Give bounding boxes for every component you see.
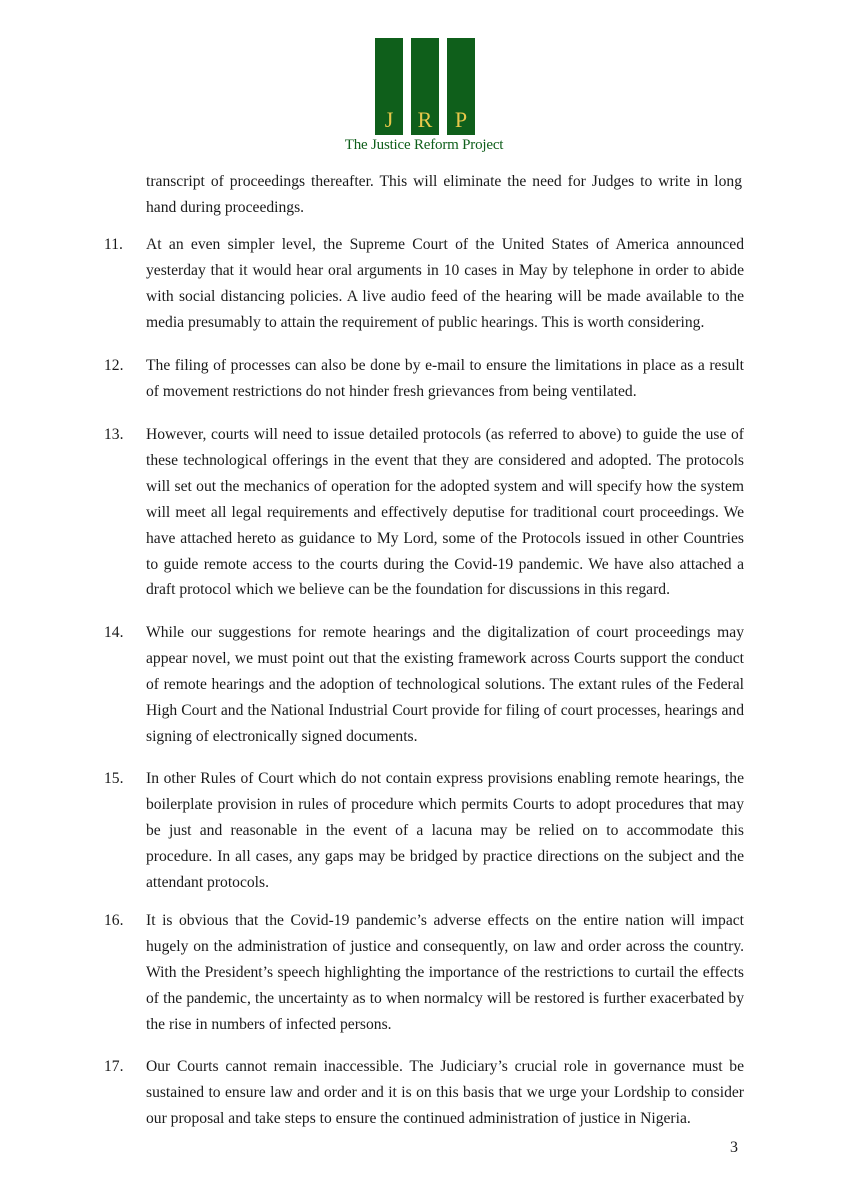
list-item-number: 11. xyxy=(104,236,123,253)
list-item-number: 12. xyxy=(104,357,124,374)
logo-letter-r: R xyxy=(417,107,433,132)
logo-letter-j: J xyxy=(384,107,394,132)
logo-caption: The Justice Reform Project xyxy=(344,137,504,153)
continuation-paragraph: transcript of proceedings thereafter. This will eliminate the need for Judges to write in long hand during proceedings. xyxy=(146,173,742,216)
list-item-text: In other Rules of Court which do not contain express provisions enabling remote hearings, the boilerplate provision in rules of procedure which permits Courts to adopt procedures that may be just and reasonable in the event of a lacuna may be relied on to accommodate this procedure. In all cases, any gaps may be bridged by practice directions on the subject and the attendant protocols. xyxy=(146,770,744,891)
list-item-text: While our suggestions for remote hearings and the digitalization of court proceedings may appear novel, we must point out that the existing framework across Courts support the conduct of remote hearings and the adoption of technological solutions. The extant rules of the Federal High Court and the National Industrial Court provide for filing of court processes, hearings and signing of electronically signed documents. xyxy=(146,624,744,745)
list-item-text: The filing of processes can also be done by e-mail to ensure the limitations in place as a result of movement restrictions do not hinder fresh grievances from being ventilated. xyxy=(146,357,744,400)
list-item-text: At an even simpler level, the Supreme Court of the United States of America announced yesterday that it would hear oral arguments in 10 cases in May by telephone in order to abide with social distancing policies. A live audio feed of the hearing will be made available to the media presumably to attain the requirement of public hearings. This is worth considering. xyxy=(146,236,744,331)
logo-bars xyxy=(375,38,475,135)
list-item-number: 17. xyxy=(104,1058,124,1075)
list-item-text: It is obvious that the Covid-19 pandemic’s adverse effects on the entire nation will impact hugely on the administration of justice and consequently, on law and order across the country. With the President’s speech highlighting the importance of the restrictions to curtail the effects of the pandemic, the uncertainty as to when normalcy will be restored is further exacerbated by the rise in numbers of infected persons. xyxy=(146,912,744,1033)
list-item-text: However, courts will need to issue detailed protocols (as referred to above) to guide the use of these technological offerings in the event that they are considered and adopted. The protocols will set out the mechanics of operation for the adopted system and will specify how the system will meet all legal requirements and effectively deputise for traditional court proceedings. We have attached hereto as guidance to My Lord, some of the Protocols issued in other Countries to guide remote access to the courts during the Covid-19 pandemic. We have also attached a draft protocol which we believe can be the foundation for discussions in this regard. xyxy=(146,426,744,599)
list-item-text: Our Courts cannot remain inaccessible. The Judiciary’s crucial role in governance must be sustained to ensure law and order and it is on this basis that we urge your Lordship to consider our proposal and take steps to ensure the continued administration of justice in Nigeria. xyxy=(146,1058,744,1127)
logo-bar-p xyxy=(447,38,475,135)
list-item-number: 16. xyxy=(104,912,124,929)
list-item-number: 15. xyxy=(104,770,124,787)
logo-bar-r xyxy=(411,38,439,135)
jrp-logo xyxy=(338,36,510,158)
list-item-number: 14. xyxy=(104,624,124,641)
list-item-number: 13. xyxy=(104,426,124,443)
logo-letter-p: P xyxy=(454,107,468,132)
page-number: 3 xyxy=(730,1139,738,1156)
logo-bar-j xyxy=(375,38,403,135)
